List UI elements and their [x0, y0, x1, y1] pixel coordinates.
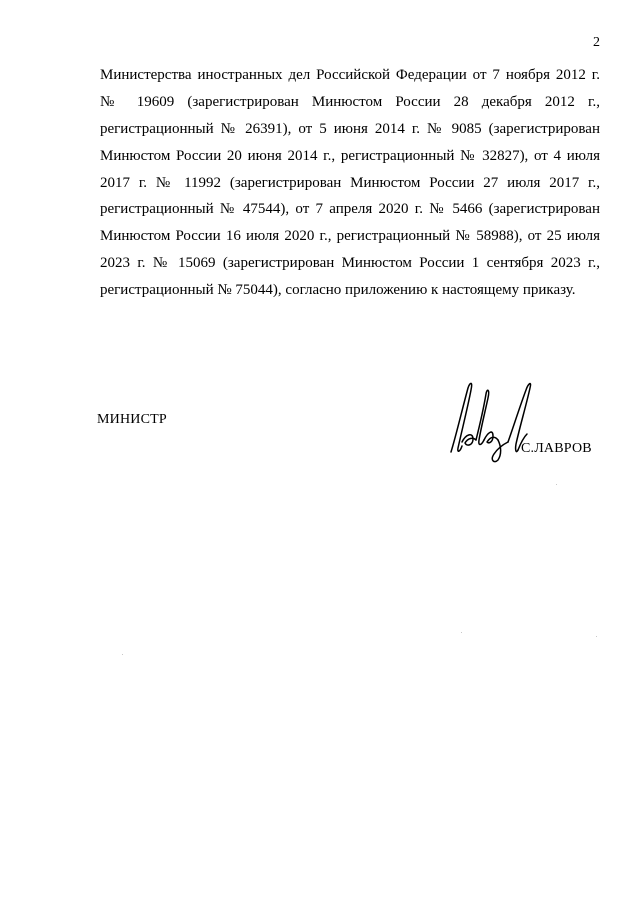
body-paragraph	[100, 65, 600, 307]
body-line: Министерства иностранных дел Российской Федерации от 7 ноября 2012 г.	[100, 67, 600, 83]
scan-speck	[596, 636, 597, 637]
body-line: 2017 г. № 11992 (зарегистрирован Минюстом России 27 июля 2017 г.,	[100, 174, 600, 191]
signer-name: С.ЛАВРОВ	[521, 441, 592, 456]
body-line: регистрационный № 47544), от 7 апреля 2020 г. № 5466 (зарегистрирован	[100, 201, 600, 218]
body-line: 2023 г. № 15069 (зарегистрирован Минюстом России 1 сентября 2023 г.,	[100, 255, 600, 272]
body-line: регистрационный № 75044), согласно приложению к настоящему приказу.	[100, 282, 576, 299]
body-line: Минюстом России 16 июля 2020 г., регистрационный № 58988), от 25 июля	[100, 228, 600, 245]
page-number: 2	[593, 35, 600, 50]
body-line: № 19609 (зарегистрирован Минюстом России 28 декабря 2012 г.,	[100, 93, 600, 110]
body-line: Минюстом России 20 июня 2014 г., регистрационный № 32827), от 4 июля	[100, 147, 600, 164]
scan-speck	[122, 654, 123, 655]
body-line: регистрационный № 26391), от 5 июня 2014 г. № 9085 (зарегистрирован	[100, 120, 600, 137]
scan-speck	[461, 632, 462, 633]
signer-title: МИНИСТР	[97, 412, 167, 427]
scan-speck	[556, 484, 557, 485]
